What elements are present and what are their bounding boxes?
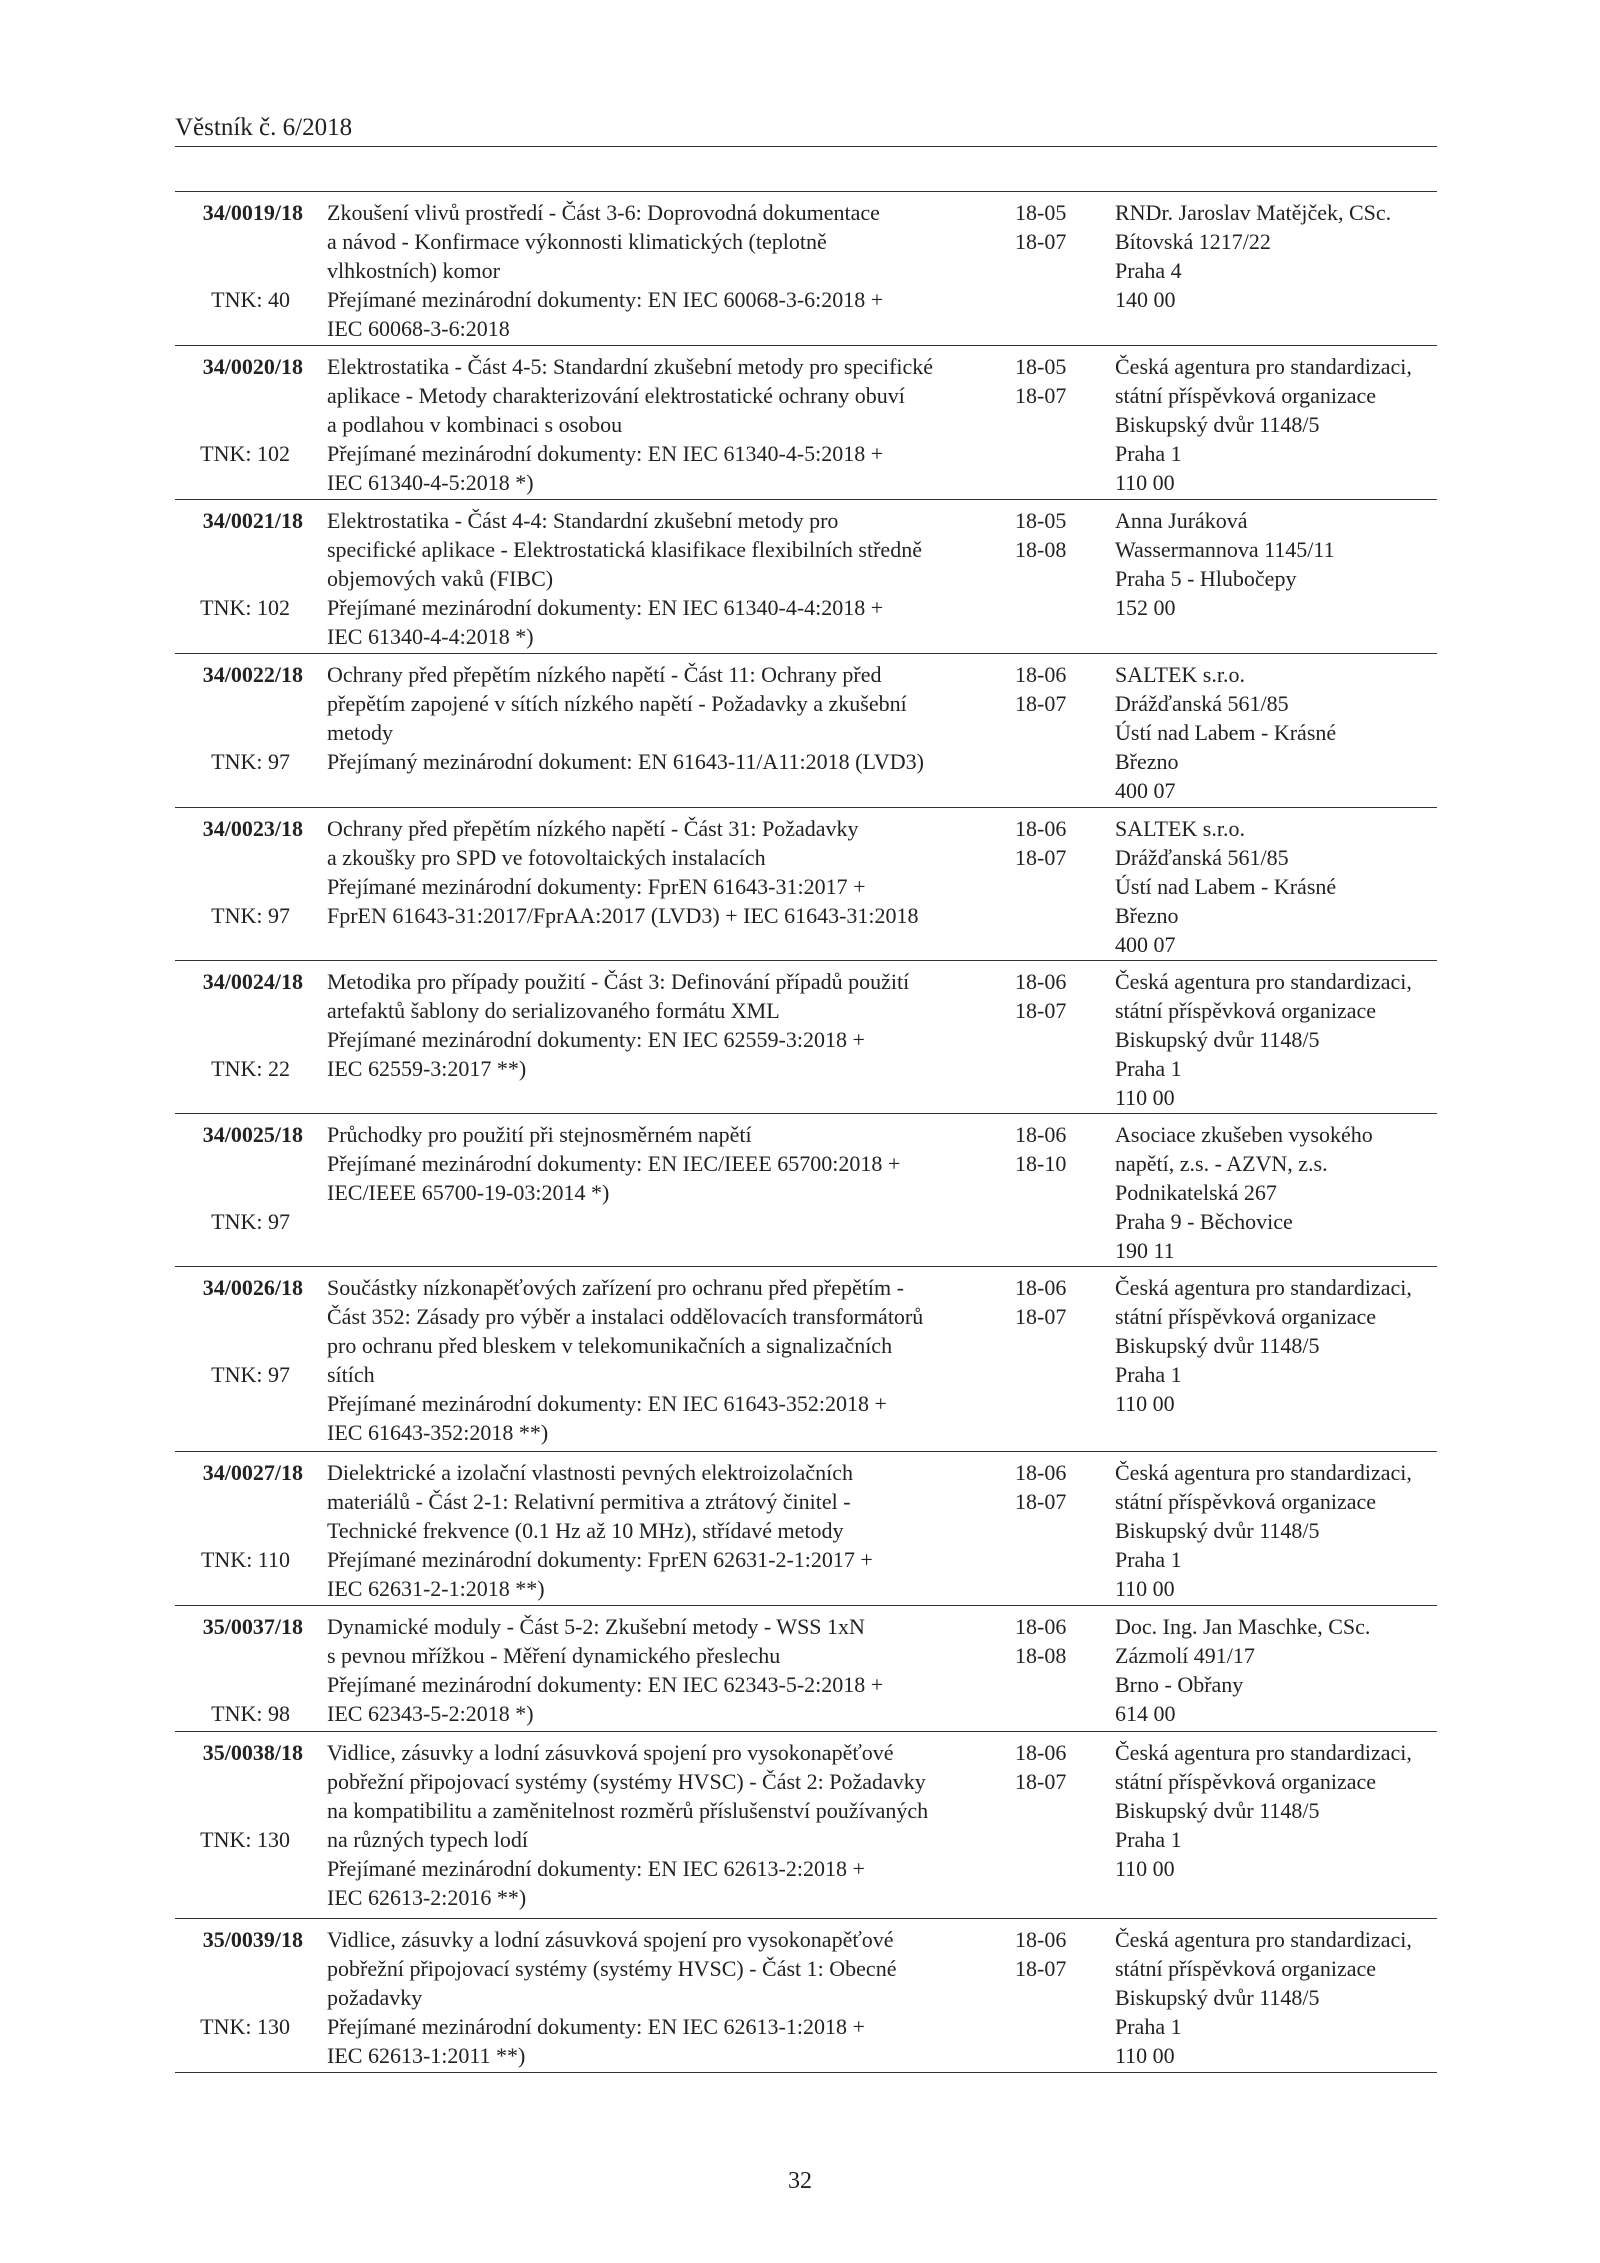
table-row <box>175 808 1437 961</box>
contact-line: Ústí nad Labem - Krásné <box>1115 720 1337 745</box>
entry-code: 34/0020/18 <box>202 354 303 379</box>
entry-tnk: TNK: 97 <box>211 1209 290 1234</box>
description-line: Průchodky pro použití při stejnosměrném napětí <box>327 1122 752 1147</box>
table-row <box>175 500 1437 654</box>
description-line: IEC 62343-5-2:2018 *) <box>327 1701 534 1726</box>
description-line: Dielektrické a izolační vlastnosti pevných elektroizolačních <box>327 1460 853 1485</box>
entry-description <box>327 1120 1017 1207</box>
description-line: pobřežní připojovací systémy (systémy HVSC) - Část 2: Požadavky <box>327 1769 926 1794</box>
entry-contact <box>1115 352 1435 497</box>
date-value: 18-06 <box>1015 1460 1067 1485</box>
description-line: a zkoušky pro SPD ve fotovoltaických instalacích <box>327 845 766 870</box>
date-value: 18-06 <box>1015 969 1067 994</box>
description-line: Přejímané mezinárodní dokumenty: EN IEC 62343-5-2:2018 + <box>327 1672 884 1697</box>
description-line: Elektrostatika - Část 4-5: Standardní zkušební metody pro specifické <box>327 354 934 379</box>
contact-line: Březno <box>1115 903 1179 928</box>
contact-line: Asociace zkušeben vysokého <box>1115 1122 1373 1147</box>
description-line: materiálů - Část 2-1: Relativní permitiva a ztrátový činitel - <box>327 1489 851 1514</box>
contact-line: 400 07 <box>1115 932 1176 957</box>
contact-line: Praha 9 - Běchovice <box>1115 1209 1293 1234</box>
description-line: IEC 61340-4-5:2018 *) <box>327 470 534 495</box>
entry-description <box>327 814 1017 930</box>
entry-tnk: TNK: 130 <box>200 2014 290 2039</box>
contact-line: státní příspěvková organizace <box>1115 1489 1377 1514</box>
entry-contact <box>1115 506 1435 622</box>
date-value: 18-07 <box>1015 845 1067 870</box>
table-row <box>175 1267 1437 1452</box>
contact-line: Wassermannova 1145/11 <box>1115 537 1335 562</box>
entry-tnk: TNK: 98 <box>211 1701 290 1726</box>
entry-tnk: TNK: 97 <box>211 1362 290 1387</box>
contact-line: Bítovská 1217/22 <box>1115 229 1271 254</box>
entry-tnk: TNK: 97 <box>211 749 290 774</box>
entry-description <box>327 1925 1017 2070</box>
entry-code: 34/0024/18 <box>202 969 303 994</box>
contact-line: 110 00 <box>1115 1856 1175 1881</box>
description-line: IEC 62613-2:2016 **) <box>327 1885 527 1910</box>
contact-line: státní příspěvková organizace <box>1115 998 1377 1023</box>
description-line: Zkoušení vlivů prostředí - Část 3-6: Doprovodná dokumentace <box>327 200 880 225</box>
description-line: Přejímané mezinárodní dokumenty: EN IEC 61643-352:2018 + <box>327 1391 887 1416</box>
table-row <box>175 1114 1437 1267</box>
contact-line: Biskupský dvůr 1148/5 <box>1115 412 1320 437</box>
contact-line: Ústí nad Labem - Krásné <box>1115 874 1337 899</box>
contact-line: SALTEK s.r.o. <box>1115 662 1245 687</box>
description-line: Přejímané mezinárodní dokumenty: EN IEC 61340-4-5:2018 + <box>327 441 884 466</box>
entry-tnk: TNK: 110 <box>200 1547 290 1572</box>
description-line: na různých typech lodí <box>327 1827 528 1852</box>
contact-line: Praha 1 <box>1115 2014 1182 2039</box>
entry-dates <box>1015 198 1085 256</box>
description-line: IEC 61643-352:2018 **) <box>327 1420 549 1445</box>
entry-dates <box>1015 660 1085 718</box>
description-line: Přejímané mezinárodní dokumenty: EN IEC/IEEE 65700:2018 + <box>327 1151 901 1176</box>
description-line: specifické aplikace - Elektrostatická klasifikace flexibilních středně <box>327 537 922 562</box>
table-row <box>175 1452 1437 1606</box>
page-header <box>175 112 1437 147</box>
entry-code: 34/0021/18 <box>202 508 303 533</box>
entry-code: 35/0039/18 <box>202 1927 303 1952</box>
description-line: přepětím zapojené v sítích nízkého napětí - Požadavky a zkušební <box>327 691 907 716</box>
description-line: Přejímaný mezinárodní dokument: EN 61643-11/A11:2018 (LVD3) <box>327 749 924 774</box>
entry-code: 34/0026/18 <box>202 1275 303 1300</box>
description-line: a návod - Konfirmace výkonnosti klimatických (teplotně <box>327 229 827 254</box>
date-value: 18-06 <box>1015 1122 1067 1147</box>
description-line: IEC 61340-4-4:2018 *) <box>327 624 534 649</box>
entry-code: 34/0023/18 <box>202 816 303 841</box>
date-value: 18-05 <box>1015 200 1067 225</box>
description-line: Součástky nízkonapěťových zařízení pro ochranu před přepětím - <box>327 1275 904 1300</box>
table-row <box>175 654 1437 808</box>
date-value: 18-06 <box>1015 1740 1067 1765</box>
entry-description <box>327 660 1017 776</box>
entry-contact <box>1115 1273 1435 1418</box>
contact-line: 110 00 <box>1115 1085 1175 1110</box>
entry-dates <box>1015 814 1085 872</box>
description-line: Přejímané mezinárodní dokumenty: EN IEC 61340-4-4:2018 + <box>327 595 884 620</box>
contact-line: Doc. Ing. Jan Maschke, CSc. <box>1115 1614 1371 1639</box>
table-row <box>175 961 1437 1114</box>
description-line: Část 352: Zásady pro výběr a instalaci oddělovacích transformátorů <box>327 1304 924 1329</box>
entry-description <box>327 1273 1017 1447</box>
description-line: IEC/IEEE 65700-19-03:2014 *) <box>327 1180 610 1205</box>
contact-line: Česká agentura pro standardizaci, <box>1115 969 1412 994</box>
entry-dates <box>1015 967 1085 1025</box>
date-value: 18-08 <box>1015 1643 1067 1668</box>
description-line: Ochrany před přepětím nízkého napětí - Část 31: Požadavky <box>327 816 859 841</box>
entry-contact <box>1115 814 1435 959</box>
description-line: metody <box>327 720 393 745</box>
contact-line: Brno - Obřany <box>1115 1672 1244 1697</box>
date-value: 18-07 <box>1015 1489 1067 1514</box>
contact-line: 110 00 <box>1115 1576 1175 1601</box>
contact-line: Biskupský dvůr 1148/5 <box>1115 1518 1320 1543</box>
contact-line: 110 00 <box>1115 2043 1175 2068</box>
table-row <box>175 1732 1437 1919</box>
contact-line: Praha 1 <box>1115 1362 1182 1387</box>
description-line: Metodika pro případy použití - Část 3: Definování případů použití <box>327 969 910 994</box>
date-value: 18-08 <box>1015 537 1067 562</box>
entries-table <box>175 191 1437 2073</box>
entry-description <box>327 967 1017 1083</box>
entry-tnk: TNK: 102 <box>200 595 290 620</box>
contact-line: Zázmolí 491/17 <box>1115 1643 1255 1668</box>
entry-dates <box>1015 1925 1085 1983</box>
entry-dates <box>1015 1120 1085 1178</box>
entry-code: 34/0027/18 <box>202 1460 303 1485</box>
entry-contact <box>1115 1925 1435 2070</box>
description-line: aplikace - Metody charakterizování elektrostatické ochrany obuví <box>327 383 905 408</box>
contact-line: 190 11 <box>1115 1238 1175 1263</box>
description-line: IEC 62559-3:2017 **) <box>327 1056 527 1081</box>
description-line: FprEN 61643-31:2017/FprAA:2017 (LVD3) + IEC 61643-31:2018 <box>327 903 919 928</box>
entry-contact <box>1115 1738 1435 1883</box>
contact-line: napětí, z.s. - AZVN, z.s. <box>1115 1151 1328 1176</box>
contact-line: 140 00 <box>1115 287 1176 312</box>
contact-line: Drážďanská 561/85 <box>1115 691 1289 716</box>
entry-contact <box>1115 1120 1435 1265</box>
contact-line: 614 00 <box>1115 1701 1176 1726</box>
contact-line: Biskupský dvůr 1148/5 <box>1115 1027 1320 1052</box>
entry-code: 34/0025/18 <box>202 1122 303 1147</box>
contact-line: Podnikatelská 267 <box>1115 1180 1277 1205</box>
contact-line: 110 00 <box>1115 1391 1175 1416</box>
description-line: pobřežní připojovací systémy (systémy HVSC) - Část 1: Obecné <box>327 1956 897 1981</box>
date-value: 18-07 <box>1015 1956 1067 1981</box>
contact-line: Česká agentura pro standardizaci, <box>1115 354 1412 379</box>
description-line: pro ochranu před bleskem v telekomunikačních a signalizačních <box>327 1333 893 1358</box>
contact-line: Biskupský dvůr 1148/5 <box>1115 1798 1320 1823</box>
table-row <box>175 1606 1437 1732</box>
date-value: 18-07 <box>1015 998 1067 1023</box>
description-line: Elektrostatika - Část 4-4: Standardní zkušební metody pro <box>327 508 839 533</box>
description-line: s pevnou mřížkou - Měření dynamického přeslechu <box>327 1643 781 1668</box>
entry-contact <box>1115 1612 1435 1728</box>
entry-code: 34/0022/18 <box>202 662 303 687</box>
description-line: požadavky <box>327 1985 423 2010</box>
date-value: 18-06 <box>1015 1275 1067 1300</box>
contact-line: státní příspěvková organizace <box>1115 383 1377 408</box>
description-line: Ochrany před přepětím nízkého napětí - Část 11: Ochrany před <box>327 662 882 687</box>
entry-dates <box>1015 1612 1085 1670</box>
entry-contact <box>1115 967 1435 1112</box>
contact-line: RNDr. Jaroslav Matějček, CSc. <box>1115 200 1392 225</box>
contact-line: 152 00 <box>1115 595 1176 620</box>
contact-line: státní příspěvková organizace <box>1115 1304 1377 1329</box>
entry-code: 34/0019/18 <box>202 200 303 225</box>
contact-line: Česká agentura pro standardizaci, <box>1115 1740 1412 1765</box>
table-row <box>175 346 1437 500</box>
description-line: IEC 62631-2-1:2018 **) <box>327 1576 545 1601</box>
entry-description <box>327 1738 1017 1912</box>
description-line: Přejímané mezinárodní dokumenty: EN IEC 62613-2:2018 + <box>327 1856 865 1881</box>
entry-description <box>327 1458 1017 1603</box>
contact-line: Praha 1 <box>1115 1827 1182 1852</box>
description-line: Přejímané mezinárodní dokumenty: EN IEC 62613-1:2018 + <box>327 2014 865 2039</box>
contact-line: Praha 1 <box>1115 1547 1182 1572</box>
description-line: Dynamické moduly - Část 5-2: Zkušební metody - WSS 1xN <box>327 1614 865 1639</box>
description-line: Přejímané mezinárodní dokumenty: EN IEC 60068-3-6:2018 + <box>327 287 884 312</box>
contact-line: 110 00 <box>1115 470 1175 495</box>
description-line: Vidlice, zásuvky a lodní zásuvková spojení pro vysokonapěťové <box>327 1927 894 1952</box>
date-value: 18-06 <box>1015 1614 1067 1639</box>
date-value: 18-10 <box>1015 1151 1067 1176</box>
entry-description <box>327 198 1017 343</box>
description-line: a podlahou v kombinaci s osobou <box>327 412 623 437</box>
description-line: objemových vaků (FIBC) <box>327 566 554 591</box>
description-line: artefaktů šablony do serializovaného formátu XML <box>327 998 780 1023</box>
entry-dates <box>1015 1458 1085 1516</box>
publication-title: Věstník č. 6/2018 <box>175 114 353 141</box>
entry-tnk: TNK: 40 <box>211 287 290 312</box>
description-line: Přejímané mezinárodní dokumenty: EN IEC 62559-3:2018 + <box>327 1027 865 1052</box>
entry-dates <box>1015 506 1085 564</box>
date-value: 18-07 <box>1015 1304 1067 1329</box>
description-line: IEC 60068-3-6:2018 <box>327 316 510 341</box>
entry-code: 35/0038/18 <box>202 1740 303 1765</box>
description-line: Technické frekvence (0.1 Hz až 10 MHz), střídavé metody <box>327 1518 844 1543</box>
entry-code: 35/0037/18 <box>202 1614 303 1639</box>
date-value: 18-05 <box>1015 508 1067 533</box>
date-value: 18-06 <box>1015 662 1067 687</box>
contact-line: Drážďanská 561/85 <box>1115 845 1289 870</box>
contact-line: Praha 5 - Hlubočepy <box>1115 566 1297 591</box>
table-row <box>175 1919 1437 2073</box>
entry-description <box>327 1612 1017 1728</box>
contact-line: Březno <box>1115 749 1179 774</box>
description-line: Vidlice, zásuvky a lodní zásuvková spojení pro vysokonapěťové <box>327 1740 894 1765</box>
entry-dates <box>1015 1738 1085 1796</box>
date-value: 18-06 <box>1015 1927 1067 1952</box>
contact-line: Praha 1 <box>1115 441 1182 466</box>
description-line: Přejímané mezinárodní dokumenty: FprEN 61643-31:2017 + <box>327 874 866 899</box>
contact-line: Praha 1 <box>1115 1056 1182 1081</box>
entry-dates <box>1015 1273 1085 1331</box>
description-line: IEC 62613-1:2011 **) <box>327 2043 526 2068</box>
entry-tnk: TNK: 97 <box>211 903 290 928</box>
contact-line: Anna Juráková <box>1115 508 1248 533</box>
contact-line: SALTEK s.r.o. <box>1115 816 1245 841</box>
entry-description <box>327 506 1017 651</box>
contact-line: Praha 4 <box>1115 258 1182 283</box>
entry-dates <box>1015 352 1085 410</box>
contact-line: státní příspěvková organizace <box>1115 1956 1377 1981</box>
entry-contact <box>1115 660 1435 805</box>
contact-line: Česká agentura pro standardizaci, <box>1115 1275 1412 1300</box>
contact-line: Biskupský dvůr 1148/5 <box>1115 1333 1320 1358</box>
entry-tnk: TNK: 102 <box>200 441 290 466</box>
date-value: 18-07 <box>1015 229 1067 254</box>
contact-line: 400 07 <box>1115 778 1176 803</box>
description-line: sítích <box>327 1362 375 1387</box>
entry-description <box>327 352 1017 497</box>
date-value: 18-07 <box>1015 1769 1067 1794</box>
contact-line: Česká agentura pro standardizaci, <box>1115 1460 1412 1485</box>
date-value: 18-05 <box>1015 354 1067 379</box>
description-line: na kompatibilitu a zaměnitelnost rozměrů příslušenství používaných <box>327 1798 929 1823</box>
entry-tnk: TNK: 130 <box>200 1827 290 1852</box>
entry-contact <box>1115 198 1435 314</box>
contact-line: Česká agentura pro standardizaci, <box>1115 1927 1412 1952</box>
date-value: 18-06 <box>1015 816 1067 841</box>
entry-tnk: TNK: 22 <box>211 1056 290 1081</box>
contact-line: Biskupský dvůr 1148/5 <box>1115 1985 1320 2010</box>
page-number: 32 <box>788 2168 812 2194</box>
entry-contact <box>1115 1458 1435 1603</box>
description-line: Přejímané mezinárodní dokumenty: FprEN 62631-2-1:2017 + <box>327 1547 873 1572</box>
date-value: 18-07 <box>1015 691 1067 716</box>
date-value: 18-07 <box>1015 383 1067 408</box>
contact-line: státní příspěvková organizace <box>1115 1769 1377 1794</box>
description-line: vlhkostních) komor <box>327 258 500 283</box>
table-row <box>175 192 1437 346</box>
